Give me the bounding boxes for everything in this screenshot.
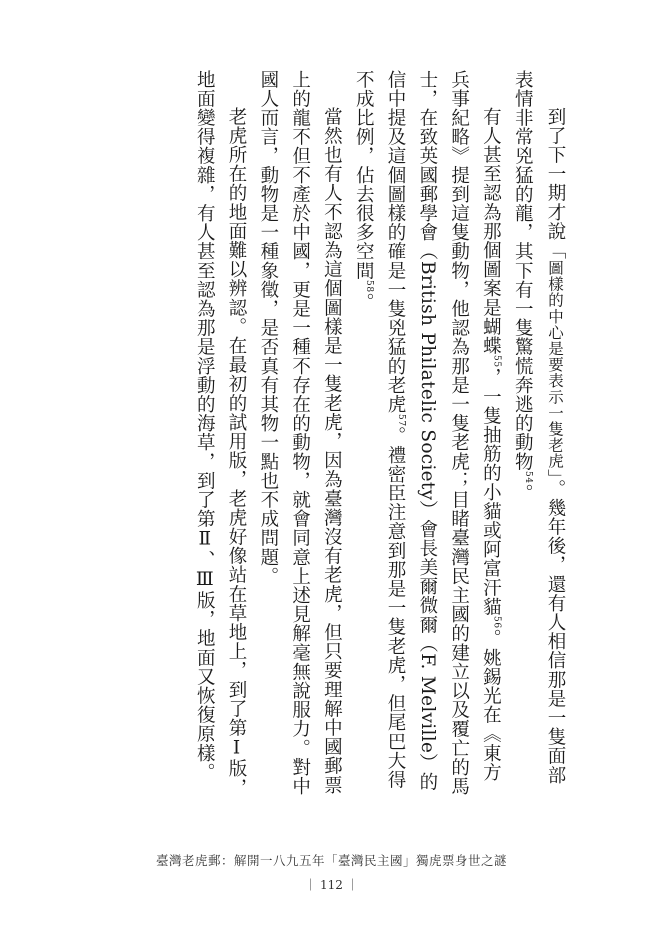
footnote-ref: 55 [491,355,502,368]
text-segment: 。姚錫光在《東方兵事紀略》提到這隻動物，他認為那是一隻老虎；目睹臺灣民主國的建立以及覆亡的馬士，在致英國郵學會（ [416,70,502,796]
text-segment: 。 [353,292,375,312]
text-segment: ）的信中提及這個圖樣的確是一隻兇猛的老虎 [385,70,438,792]
footnote-ref: 54 [523,471,534,484]
quoted-text: 圖樣的中心是要表示一隻老虎 [546,259,564,470]
footnote-ref: 56 [491,616,502,629]
paragraph-1 [506,70,571,800]
footnote-ref: 57 [396,413,407,427]
text-segment: 。禮密臣注意到那是一隻老虎，但尾巴大得不成比例，佔去很多空間 [353,70,407,790]
page-number: ｜ 112 ｜ [304,878,359,892]
text-segment: 」。幾年後，還有人相信那是一隻面部表情非常兇猛的龍，其下有一隻驚慌奔逃的動物 [512,70,566,785]
body-text [188,70,571,800]
text-segment: ，一隻抽筋的小貓或阿富汗貓 [480,367,502,617]
paragraph-2 [347,70,506,800]
text-segment: 。 [512,483,534,503]
latin-text: F. Melville [416,653,438,754]
text-segment: ）會長美爾微爾（ [416,500,438,654]
running-footer-title: 臺灣老虎郵：解開一八九五年「臺灣民主國」獨虎票身世之謎 [155,853,507,868]
text-segment: 到了下一期才說「 [545,107,566,260]
paragraph-4 [188,70,252,800]
text-segment: 有人甚至認為那個圖案是蝴蝶 [480,107,502,356]
text-segment: 當然也有人不認為這個圖樣是一隻老虎，因為臺灣沒有老虎，但只要理解中國郵票上的龍不但不產於中國，更是一種不存在的動物，就會同意上述見解毫無說服力。對中國人而言，動物是一種象徵，是否真有其物一點也不成問題。 [257,70,343,796]
footnote-ref: 58 [364,280,375,293]
text-segment: 老虎所在的地面難以辨認。在最初的試用版，老虎好像站在草地上，到了第Ⅰ版，地面變得複雜，有人甚至認為那是浮動的海草，到了第Ⅱ、Ⅲ版，地面又恢復原樣。 [194,70,248,798]
latin-text: British Philatelic Society [416,261,438,501]
paragraph-3 [252,70,347,800]
